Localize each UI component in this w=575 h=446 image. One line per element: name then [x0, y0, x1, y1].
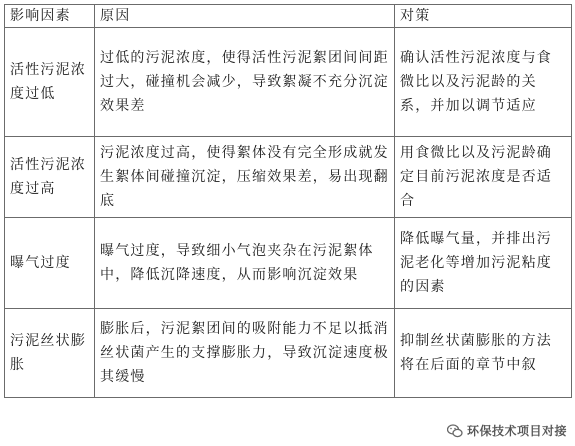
measure-cell: 抑制丝状菌膨胀的方法将在后面的章节中叙	[395, 309, 572, 398]
reason-cell: 过低的污泥浓度，使得活性污泥絮团间间距过大，碰撞机会减少，导致絮凝不充分沉淀效果差	[95, 28, 395, 137]
measure-cell: 用食微比以及污泥龄确定目前污泥浓度是否适合	[395, 137, 572, 218]
watermark	[445, 421, 571, 440]
factor-cell: 污泥丝状膨胀	[5, 309, 95, 398]
wechat-icon	[447, 423, 463, 439]
header-row	[5, 5, 572, 28]
reason-cell: 膨胀后，污泥絮团间的吸附能力不足以抵消丝状菌产生的支撑膨胀力，导致沉淀速度极其缓慢	[95, 309, 395, 398]
header-measure: 对策	[395, 5, 572, 28]
table-row	[5, 137, 572, 218]
reason-cell: 污泥浓度过高，使得絮体没有完全形成就发生絮体间碰撞沉淀，压缩效果差，易出现翻底	[95, 137, 395, 218]
table-row	[5, 218, 572, 309]
measure-cell: 确认活性污泥浓度与食微比以及污泥龄的关系，并加以调节适应	[395, 28, 572, 137]
factor-cell: 活性污泥浓度过高	[5, 137, 95, 218]
table-row	[5, 28, 572, 137]
table-row	[5, 309, 572, 398]
reason-cell: 曝气过度，导致细小气泡夹杂在污泥絮体中，降低沉降速度，从而影响沉淀效果	[95, 218, 395, 309]
factor-cell: 曝气过度	[5, 218, 95, 309]
watermark-text: 环保技术项目对接	[466, 424, 567, 438]
factor-cell: 活性污泥浓度过低	[5, 28, 95, 137]
header-factor: 影响因素	[5, 5, 95, 28]
header-reason: 原因	[95, 5, 395, 28]
measure-cell: 降低曝气量，并排出污泥老化等增加污泥粘度的因素	[395, 218, 572, 309]
factors-table	[4, 4, 572, 398]
